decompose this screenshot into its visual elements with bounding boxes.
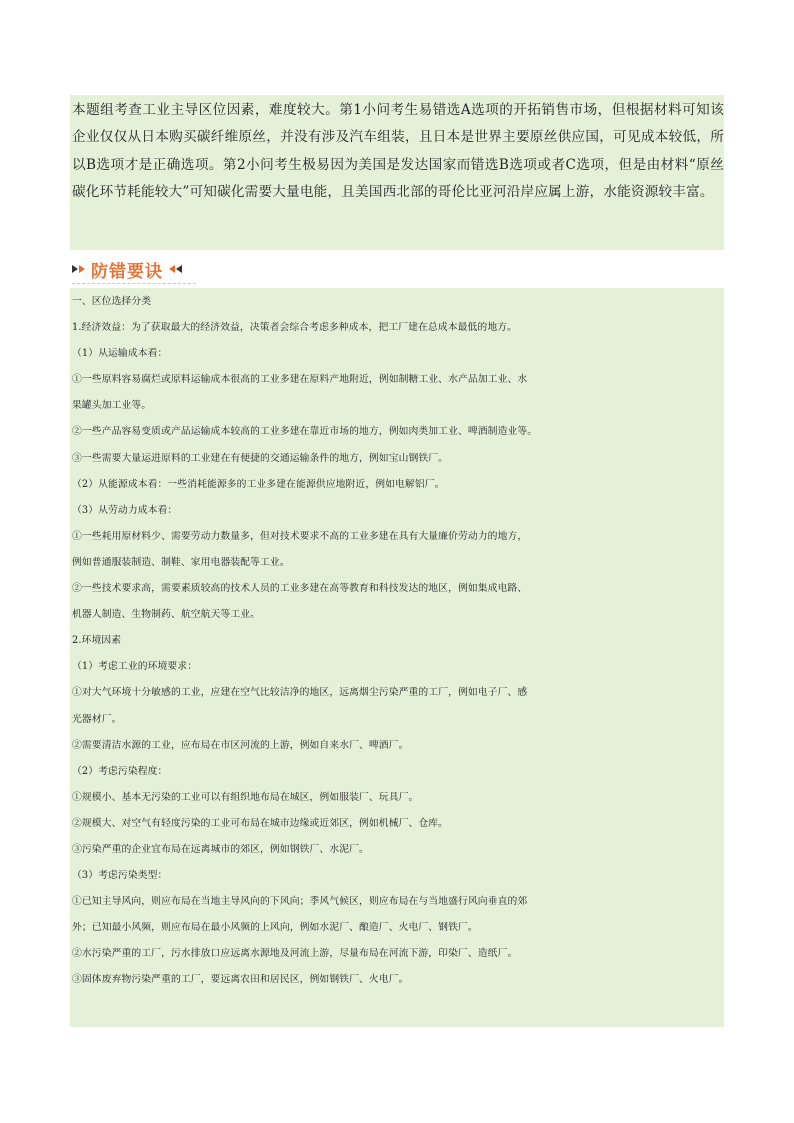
section-heading — [72, 255, 196, 284]
paragraph-line: 1.经济效益：为了获取最大的经济效益，决策者会综合考虑多种成本，把工厂建在总成本最低的地方。 — [72, 322, 518, 334]
paragraph-line: ③污染严重的企业宜布局在远离城市的郊区，例如钢铁厂、水泥厂。 — [72, 843, 369, 855]
analysis-text: 本题组考查工业主导区位因素，难度较大。第1小问考生易错选A选项的开拓销售市场，但根据材料可知该企业仅仅从日本购买碳纤维原丝，并没有涉及汽车组装，且日本是世界主要原丝供应国，可见成本较低，所以B选项才是正确选项。第2小问考生极易因为美国是发达国家而错选B选项或者C选项，但是由材料“原丝碳化环节耗能较大”可知碳化需要大量电能，且美国西北部的哥伦比亚河沿岸应属上游，水能资源较丰富。 — [72, 102, 724, 200]
paragraph-line: ③一些需要大量运进原料的工业建在有便捷的交通运输条件的地方，例如宝山钢铁厂。 — [72, 452, 449, 464]
subheading-line: （3）从劳动力成本看： — [72, 504, 178, 516]
tips-content-block — [70, 288, 724, 1027]
paragraph-line: ①一些原料容易腐烂或原料运输成本很高的工业多建在原料产地附近，例如制糖工业、水产品加工业、水 — [72, 374, 528, 386]
paragraph-line: ①一些耗用原材料少、需要劳动力数量多，但对技术要求不高的工业多建在具有大量廉价劳动力的地方， — [72, 530, 528, 542]
subheading-line: （2）从能源成本看：一些消耗能源多的工业多建在能源供应地附近，例如电解铝厂。 — [72, 478, 445, 490]
paragraph-line: ①已知主导风向，则应布局在当地主导风向的下风向；季风气候区，则应布局在与当地盛行风向垂直的郊 — [72, 896, 528, 908]
section-title: 2.环境因素 — [72, 635, 122, 647]
paragraph-line: ①对大气环境十分敏感的工业，应建在空气比较洁净的地区，远离烟尘污染严重的工厂，例如电子厂、感 — [72, 687, 528, 699]
paragraph-line: ②规模大、对空气有轻度污染的工业可布局在城市边缘或近郊区，例如机械厂、仓库。 — [72, 817, 449, 829]
paragraph-line: 外；已知最小风频，则应布局在最小风频的上风向，例如水泥厂、酿造厂、火电厂、钢铁厂。 — [72, 922, 478, 934]
paragraph-line: ②一些产品容易变质或产品运输成本较高的工业多建在靠近市场的地方，例如肉类加工业、啤酒制造业等。 — [72, 426, 538, 438]
paragraph-line: ②水污染严重的工厂，污水排放口应远离水源地及河流上游，尽量布局在河流下游，印染厂、造纸厂。 — [72, 948, 518, 960]
paragraph-line: ②一些技术要求高，需要素质较高的技术人员的工业多建在高等教育和科技发达的地区，例如集成电路、 — [72, 583, 528, 595]
subheading-line: （1）从运输成本看： — [72, 348, 168, 360]
subheading-line: （1）考虑工业的环境要求： — [72, 661, 198, 673]
paragraph-line: ③固体废弃物污染严重的工厂，要远离农田和居民区，例如钢铁厂、火电厂。 — [72, 974, 409, 986]
analysis-block — [70, 95, 724, 250]
heading-title: 防错要诀 — [91, 261, 163, 282]
paragraph-line: 光器材厂。 — [72, 713, 122, 725]
paragraph-line: ②需要清洁水源的工业，应布局在市区河流的上游，例如自来水厂、啤酒厂。 — [72, 739, 409, 751]
section-title: 一、区位选择分类 — [72, 296, 152, 307]
double-right-arrow-icon — [72, 265, 85, 273]
paragraph-line: 机器人制造、生物制药、航空航天等工业。 — [72, 609, 261, 621]
paragraph-line: 果罐头加工业等。 — [72, 400, 152, 412]
paragraph-line: ①规模小、基本无污染的工业可以有组织地布局在城区，例如服装厂、玩具厂。 — [72, 791, 419, 803]
subheading-line: （2）考虑污染程度： — [72, 765, 168, 777]
double-left-arrow-icon — [169, 265, 182, 273]
subheading-line: （3）考虑污染类型： — [72, 870, 168, 882]
paragraph-line: 例如普通服装制造、制鞋、家用电器装配等工业。 — [72, 556, 290, 568]
